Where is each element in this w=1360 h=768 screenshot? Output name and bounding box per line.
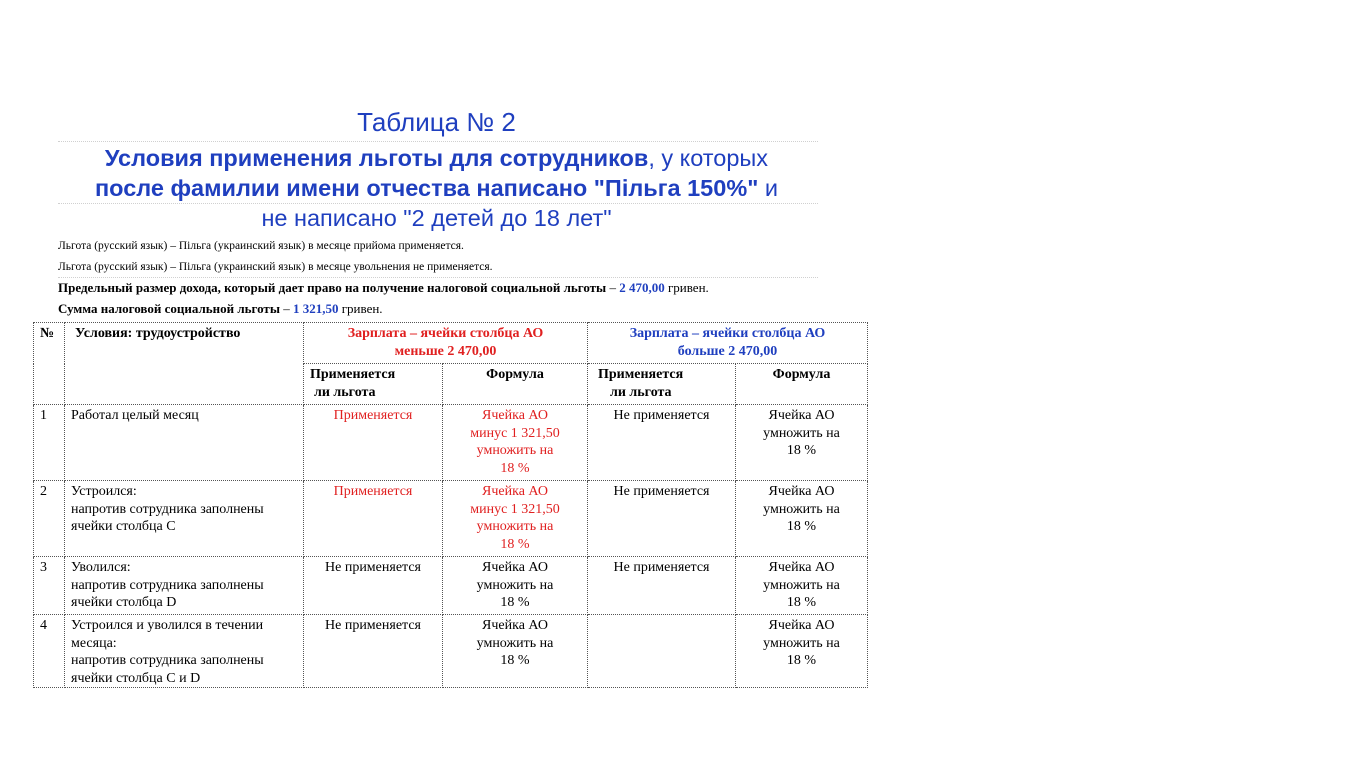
cell-formula-more <box>736 405 868 481</box>
cell-line: 18 % <box>500 460 530 476</box>
cell-formula-more <box>736 615 868 688</box>
cell-applies-more <box>588 615 736 688</box>
cell-applies-more: Не применяется <box>588 481 736 557</box>
table-row <box>34 615 868 688</box>
cell-line: 18 % <box>500 536 530 552</box>
cell-formula-less <box>443 405 588 481</box>
note-dash: – <box>279 301 293 316</box>
header-applies-more <box>588 364 736 405</box>
cell-applies-more: Не применяется <box>588 557 736 615</box>
header-applies-line1: Применяется <box>310 367 396 382</box>
cell-line: умножить на <box>763 577 840 593</box>
table-body <box>34 405 868 688</box>
note-hire-month: Льгота (русский язык) – Пільга (украинский язык) в месяце прийома применяется. <box>58 240 464 252</box>
header-salary-less-line2: меньше 2 470,00 <box>394 343 497 359</box>
cell-formula-more <box>736 481 868 557</box>
cell-line: умножить на <box>476 443 554 458</box>
note-income-limit <box>58 280 709 296</box>
header-formula-less: Формула <box>443 364 588 405</box>
note-benefit-amount-value: 1 321,50 <box>292 301 339 316</box>
cell-num: 3 <box>34 557 65 615</box>
cell-conditions <box>65 615 304 688</box>
header-applies-line2: ли льгота <box>314 384 376 400</box>
header-num: № <box>34 323 65 405</box>
subtitle-line2-rest: и <box>758 175 779 201</box>
cell-conditions <box>65 557 304 615</box>
header-applies-line2: ли льгота <box>610 384 672 400</box>
cell-line: Устроился: <box>71 484 137 499</box>
cell-line: 18 % <box>786 443 817 458</box>
header-salary-more <box>588 323 868 364</box>
cell-applies-more: Не применяется <box>588 405 736 481</box>
header-salary-more-line2: больше 2 470,00 <box>677 343 778 359</box>
cell-line: 18 % <box>786 519 817 534</box>
cell-conditions <box>65 481 304 557</box>
cell-line: Ячейка АО <box>482 618 548 633</box>
cell-line: умножить на <box>763 635 840 651</box>
cell-line: напротив сотрудника заполнены <box>71 577 264 593</box>
divider <box>58 141 818 142</box>
cell-line: Ячейка АО <box>482 408 548 423</box>
note-dismissal-month: Льгота (русский язык) – Пільга (украинский язык) в месяце увольнения не применяется. <box>58 261 493 273</box>
cell-applies-less: Не применяется <box>304 557 443 615</box>
cell-conditions <box>65 405 304 481</box>
cell-line: Ячейка АО <box>768 408 835 423</box>
note-benefit-amount <box>58 301 383 317</box>
cell-line: напротив сотрудника заполнены <box>71 501 264 517</box>
cell-formula-less <box>443 615 588 688</box>
subtitle-line1-bold: Условия применения льготы для сотрудников <box>104 145 649 171</box>
subtitle-line1-rest: , у которых <box>648 145 769 171</box>
note-income-limit-value: 2 470,00 <box>619 280 665 295</box>
cell-line: Ячейка АО <box>768 484 835 499</box>
table-header-row <box>34 323 868 364</box>
cell-line: ячейки столбца С <box>71 519 176 534</box>
cell-line: Ячейка АО <box>768 618 835 633</box>
cell-num: 4 <box>34 615 65 688</box>
cell-line: напротив сотрудника заполнены <box>71 653 264 668</box>
cell-formula-less <box>443 557 588 615</box>
cell-line: Ячейка АО <box>482 560 548 575</box>
cell-line: Работал целый месяц <box>71 408 199 423</box>
conditions-table <box>33 322 868 688</box>
cell-formula-more <box>736 557 868 615</box>
table-row <box>34 481 868 557</box>
cell-line: месяца: <box>71 635 117 651</box>
table-row <box>34 557 868 615</box>
cell-line: Ячейка АО <box>482 484 548 499</box>
table-title: Таблица № 2 <box>357 107 516 137</box>
cell-line: умножить на <box>763 501 840 517</box>
cell-num: 2 <box>34 481 65 557</box>
cell-line: Ячейка АО <box>768 560 835 575</box>
cell-line: 18 % <box>786 595 817 610</box>
subtitle-line2-bold: после фамилии имени отчества написано "Пільга 150%" <box>94 175 759 201</box>
cell-applies-less: Не применяется <box>304 615 443 688</box>
header-applies-line1: Применяется <box>598 367 684 382</box>
cell-line: минус 1 321,50 <box>470 501 560 517</box>
cell-line: ячейки столбца D <box>71 595 177 610</box>
cell-line: умножить на <box>476 577 554 593</box>
document-subtitle <box>40 143 833 233</box>
header-salary-less-line1: Зарплата – ячейки столбца АО <box>347 326 544 341</box>
cell-applies-less: Применяется <box>304 481 443 557</box>
cell-line: умножить на <box>476 635 554 651</box>
divider <box>58 277 818 278</box>
subtitle-line3: не написано "2 детей до 18 лет" <box>261 205 612 231</box>
cell-num: 1 <box>34 405 65 481</box>
cell-line: умножить на <box>763 425 840 441</box>
note-unit: гривен. <box>338 301 383 316</box>
cell-line: минус 1 321,50 <box>470 425 560 441</box>
header-formula-more: Формула <box>736 364 868 405</box>
header-applies-less <box>304 364 443 405</box>
cell-applies-less: Применяется <box>304 405 443 481</box>
cell-line: 18 % <box>786 653 817 668</box>
cell-line: Устроился и уволился в течении <box>71 618 264 633</box>
note-benefit-amount-text: Сумма налоговой социальной льготы <box>58 301 280 316</box>
header-conditions: Условия: трудоустройство <box>65 323 304 405</box>
note-dash: – <box>606 280 620 295</box>
header-salary-more-line1: Зарплата – ячейки столбца АО <box>629 326 826 341</box>
cell-line: 18 % <box>500 595 530 610</box>
note-unit: гривен. <box>664 280 709 295</box>
divider <box>58 203 818 204</box>
cell-formula-less <box>443 481 588 557</box>
table-row <box>34 405 868 481</box>
cell-line: Уволился: <box>71 560 131 575</box>
cell-line: 18 % <box>500 653 530 668</box>
note-income-limit-text: Предельный размер дохода, который дает право на получение налоговой социальной льготы <box>58 280 607 295</box>
header-salary-less <box>304 323 588 364</box>
cell-line: умножить на <box>476 519 554 534</box>
cell-line: ячейки столбца С и D <box>71 670 201 686</box>
